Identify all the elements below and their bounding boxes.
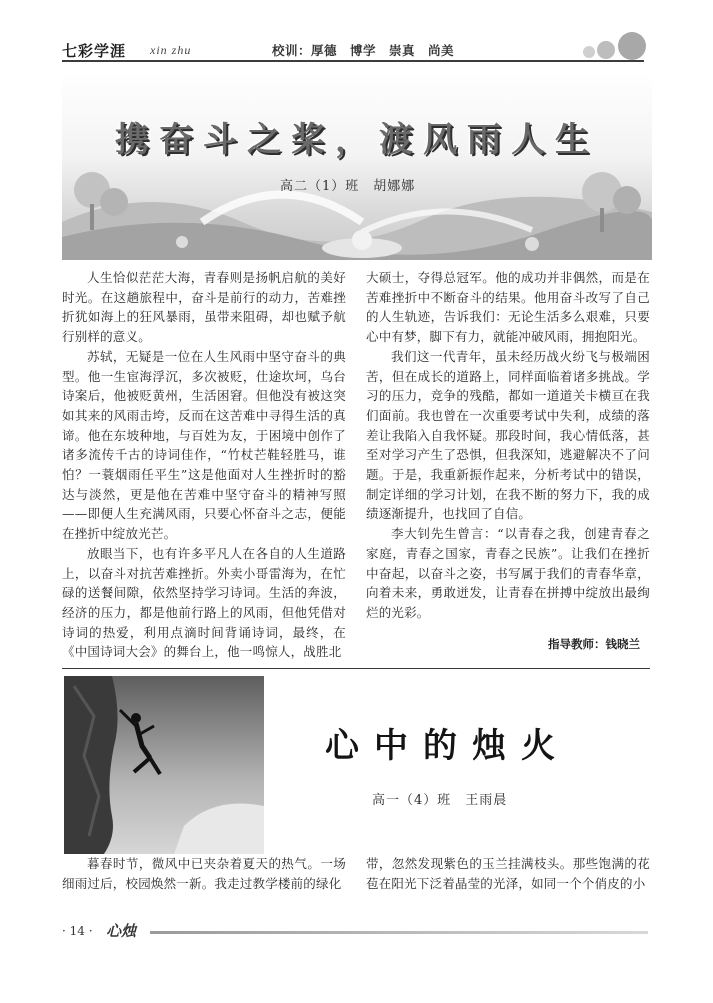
article-title: 心中的烛火 <box>325 726 570 766</box>
school-motto: 校训：厚德 博学 崇真 尚美 <box>272 43 455 58</box>
paragraph-continued: 大硕士，夺得总冠军。他的成功并非偶然，而是在苦难挫折中不断奋斗的结果。他用奋斗改写了自己的人生轨迹，告诉我们：无论生活多么艰难，只要心中有梦，脚下有力，就能冲破风雨，拥抱阳光。 <box>366 270 650 345</box>
header-rule <box>62 60 644 62</box>
article-column-right <box>366 268 650 623</box>
decor-circle-medium <box>597 41 615 59</box>
magazine-brand: 七彩学涯 <box>62 42 127 60</box>
banner-illustration <box>62 72 652 260</box>
decor-circle-small <box>583 46 595 58</box>
brand-pinyin: xin zhu <box>150 43 192 57</box>
paragraph: 暮春时节，微风中已夹杂着夏天的热气。一场细雨过后，校园焕然一新。我走过教学楼前的绿化 <box>62 856 346 891</box>
article-byline: 高一（4）班 王雨晨 <box>372 793 508 808</box>
climber-illustration <box>64 676 264 854</box>
paragraph: 放眼当下，也有许多平凡人在各自的人生道路上，以奋斗对抗苦难挫折。外卖小哥雷海为，在忙碌的送餐间隙，依然坚持学习诗词。生活的奔波，经济的压力，都是他前行路上的风雨，但他凭借对诗词的热爱，利用点滴时间背诵诗词，最终，在《中国诗词大会》的舞台上，他一鸣惊人，战胜北 <box>62 545 346 660</box>
article-column-left <box>62 268 346 662</box>
section-divider <box>62 668 650 669</box>
paragraph: 我们这一代青年，虽未经历战火纷飞与极端困苦，但在成长的道路上，同样面临着诸多挑战。学习的压力，竞争的残酷，都如一道道关卡横亘在我们面前。我也曾在一次重要考试中失利，成绩的落差让我陷入自我怀疑。那段时间，我心情低落，甚至对学习产生了恐惧，但我深知，逃避解决不了问题。于是，我重新振作起来，分析考试中的错误，制定详细的学习计划，在我不断的努力下，我的成绩逐渐提升，也找回了自信。 <box>366 348 650 522</box>
footer-bar <box>150 931 648 934</box>
decor-circle-large <box>618 32 646 60</box>
article-byline: 高二（1）班 胡娜娜 <box>280 179 416 194</box>
paragraph: 李大钊先生曾言：“以青春之我，创建青春之家庭，青春之国家，青春之民族”。让我们在挫折中奋起，以奋斗之姿，书写属于我们的青春华章，向着未来，勇敢迸发，让青春在拼搏中绽放出最绚烂的光彩。 <box>366 526 650 620</box>
article-column-right <box>366 854 650 893</box>
paragraph: 人生恰似茫茫大海，青春则是扬帆启航的美好时光。在这趟旅程中，奋斗是前行的动力，苦难挫折犹如海上的狂风暴雨，虽带来阻碍，却也赋予航行别样的意义。 <box>62 270 346 345</box>
advisor-credit: 指导教师：钱晓兰 <box>548 637 640 651</box>
climber-photo <box>64 676 264 854</box>
article-banner <box>62 72 652 260</box>
paragraph-continued: 带，忽然发现紫色的玉兰挂满枝头。那些饱满的花苞在阳光下泛着晶莹的光泽，如同一个个俏皮的小 <box>366 856 650 891</box>
paragraph: 苏轼，无疑是一位在人生风雨中坚守奋斗的典型。他一生宦海浮沉，多次被贬，仕途坎坷，乌台诗案后，他被贬黄州，生活困窘。但他没有被这突如其来的风雨击垮，反而在这苦难中寻得生活的真谛。他在东坡种地，与百姓为友，于困境中创作了诸多流传千古的诗词佳作，“竹杖芒鞋轻胜马，谁怕？一蓑烟雨任平生”这是他面对人生挫折时的豁达与淡然，更是他在苦难中坚守奋斗的精神写照——即便人生充满风雨，只要心怀奋斗之志，便能在挫折中绽放光芒。 <box>62 348 346 542</box>
article-title: 携奋斗之桨，渡风雨人生 <box>115 120 599 160</box>
footer-logo: 心烛 <box>106 922 137 940</box>
page-number: · 14 · <box>62 924 93 938</box>
article-column-left <box>62 854 346 893</box>
